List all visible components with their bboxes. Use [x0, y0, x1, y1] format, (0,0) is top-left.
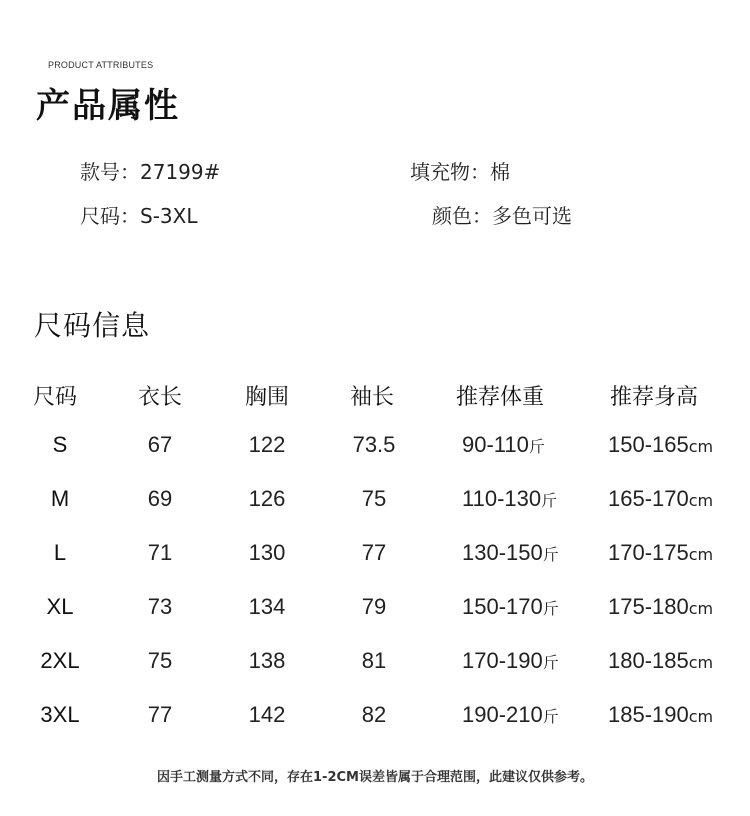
- height-unit: cm: [688, 491, 714, 510]
- height-unit: cm: [688, 545, 714, 564]
- weight-unit: 斤: [542, 707, 559, 726]
- weight-value: 130-150: [462, 540, 543, 565]
- attr-filling: [410, 156, 510, 185]
- cell-chest: 142: [248, 702, 286, 727]
- size-info-title: 尺码信息: [34, 309, 151, 342]
- cell-chest: 134: [248, 594, 286, 619]
- height-unit: cm: [688, 599, 714, 618]
- cell-chest: 126: [248, 486, 286, 511]
- attr-value: 27199#: [140, 160, 221, 184]
- cell-sleeve: 77: [361, 540, 387, 565]
- height-value: 165-170: [608, 486, 689, 511]
- weight-value: 110-130: [462, 486, 542, 511]
- weight-unit: 斤: [528, 437, 545, 456]
- cell-length: 69: [147, 486, 173, 511]
- attr-color: [432, 200, 572, 229]
- weight-value: 190-210: [462, 702, 543, 727]
- weight-value: 150-170: [462, 594, 543, 619]
- attr-style-number: [80, 156, 220, 185]
- cell-size: 2XL: [40, 648, 80, 673]
- weight-unit: 斤: [542, 653, 559, 672]
- cell-sleeve: 82: [361, 702, 387, 727]
- cell-size: L: [53, 540, 67, 565]
- height-unit: cm: [688, 707, 714, 726]
- cell-size: M: [50, 486, 70, 511]
- cell-height: [608, 594, 713, 620]
- cell-chest: 130: [248, 540, 286, 565]
- height-value: 150-165: [608, 432, 689, 457]
- cell-length: 77: [147, 702, 173, 727]
- weight-unit: 斤: [541, 491, 558, 510]
- header-length: 衣长: [138, 385, 183, 410]
- cell-sleeve: 75: [361, 486, 387, 511]
- cell-height: [608, 540, 713, 566]
- weight-value: 170-190: [462, 648, 543, 673]
- cell-length: 71: [147, 540, 173, 565]
- height-value: 170-175: [608, 540, 689, 565]
- cell-length: 67: [147, 432, 173, 457]
- cell-weight: [462, 432, 545, 458]
- attr-label: 尺码：: [80, 204, 140, 228]
- weight-unit: 斤: [542, 545, 559, 564]
- measurement-note: 因手工测量方式不同，存在1-2CM误差皆属于合理范围，此建议仅供参考。: [157, 770, 593, 785]
- attr-size-range: [80, 200, 197, 229]
- header-sleeve: 袖长: [350, 385, 395, 410]
- attr-value: 多色可选: [492, 204, 572, 228]
- header-size: 尺码: [33, 385, 78, 410]
- cell-sleeve: 73.5: [352, 432, 396, 457]
- cell-size: 3XL: [40, 702, 80, 727]
- cell-weight: [462, 648, 559, 674]
- attr-label: 颜色：: [432, 204, 492, 228]
- attr-label: 款号：: [80, 160, 140, 184]
- cell-weight: [462, 540, 559, 566]
- attr-label: 填充物：: [410, 160, 490, 184]
- cell-size: XL: [46, 594, 74, 619]
- product-attributes-subtitle: PRODUCT ATTRIBUTES: [48, 60, 154, 70]
- header-weight: 推荐体重: [456, 385, 545, 410]
- height-value: 185-190: [608, 702, 689, 727]
- weight-value: 90-110: [462, 432, 529, 457]
- cell-weight: [462, 594, 559, 620]
- attr-value: 棉: [490, 160, 510, 184]
- cell-height: [608, 486, 713, 512]
- cell-size: S: [52, 432, 68, 457]
- cell-chest: 138: [248, 648, 286, 673]
- cell-chest: 122: [248, 432, 286, 457]
- product-attributes-title: 产品属性: [36, 86, 180, 126]
- cell-length: 73: [147, 594, 173, 619]
- cell-height: [608, 648, 713, 674]
- height-unit: cm: [688, 437, 714, 456]
- cell-height: [608, 432, 713, 458]
- cell-length: 75: [147, 648, 173, 673]
- weight-unit: 斤: [542, 599, 559, 618]
- cell-weight: [462, 702, 559, 728]
- height-value: 175-180: [608, 594, 689, 619]
- height-value: 180-185: [608, 648, 689, 673]
- header-chest: 胸围: [245, 385, 290, 410]
- cell-height: [608, 702, 713, 728]
- cell-sleeve: 79: [361, 594, 387, 619]
- header-height: 推荐身高: [610, 385, 699, 410]
- height-unit: cm: [688, 653, 714, 672]
- cell-weight: [462, 486, 557, 512]
- attr-value: S-3XL: [140, 204, 198, 228]
- cell-sleeve: 81: [361, 648, 387, 673]
